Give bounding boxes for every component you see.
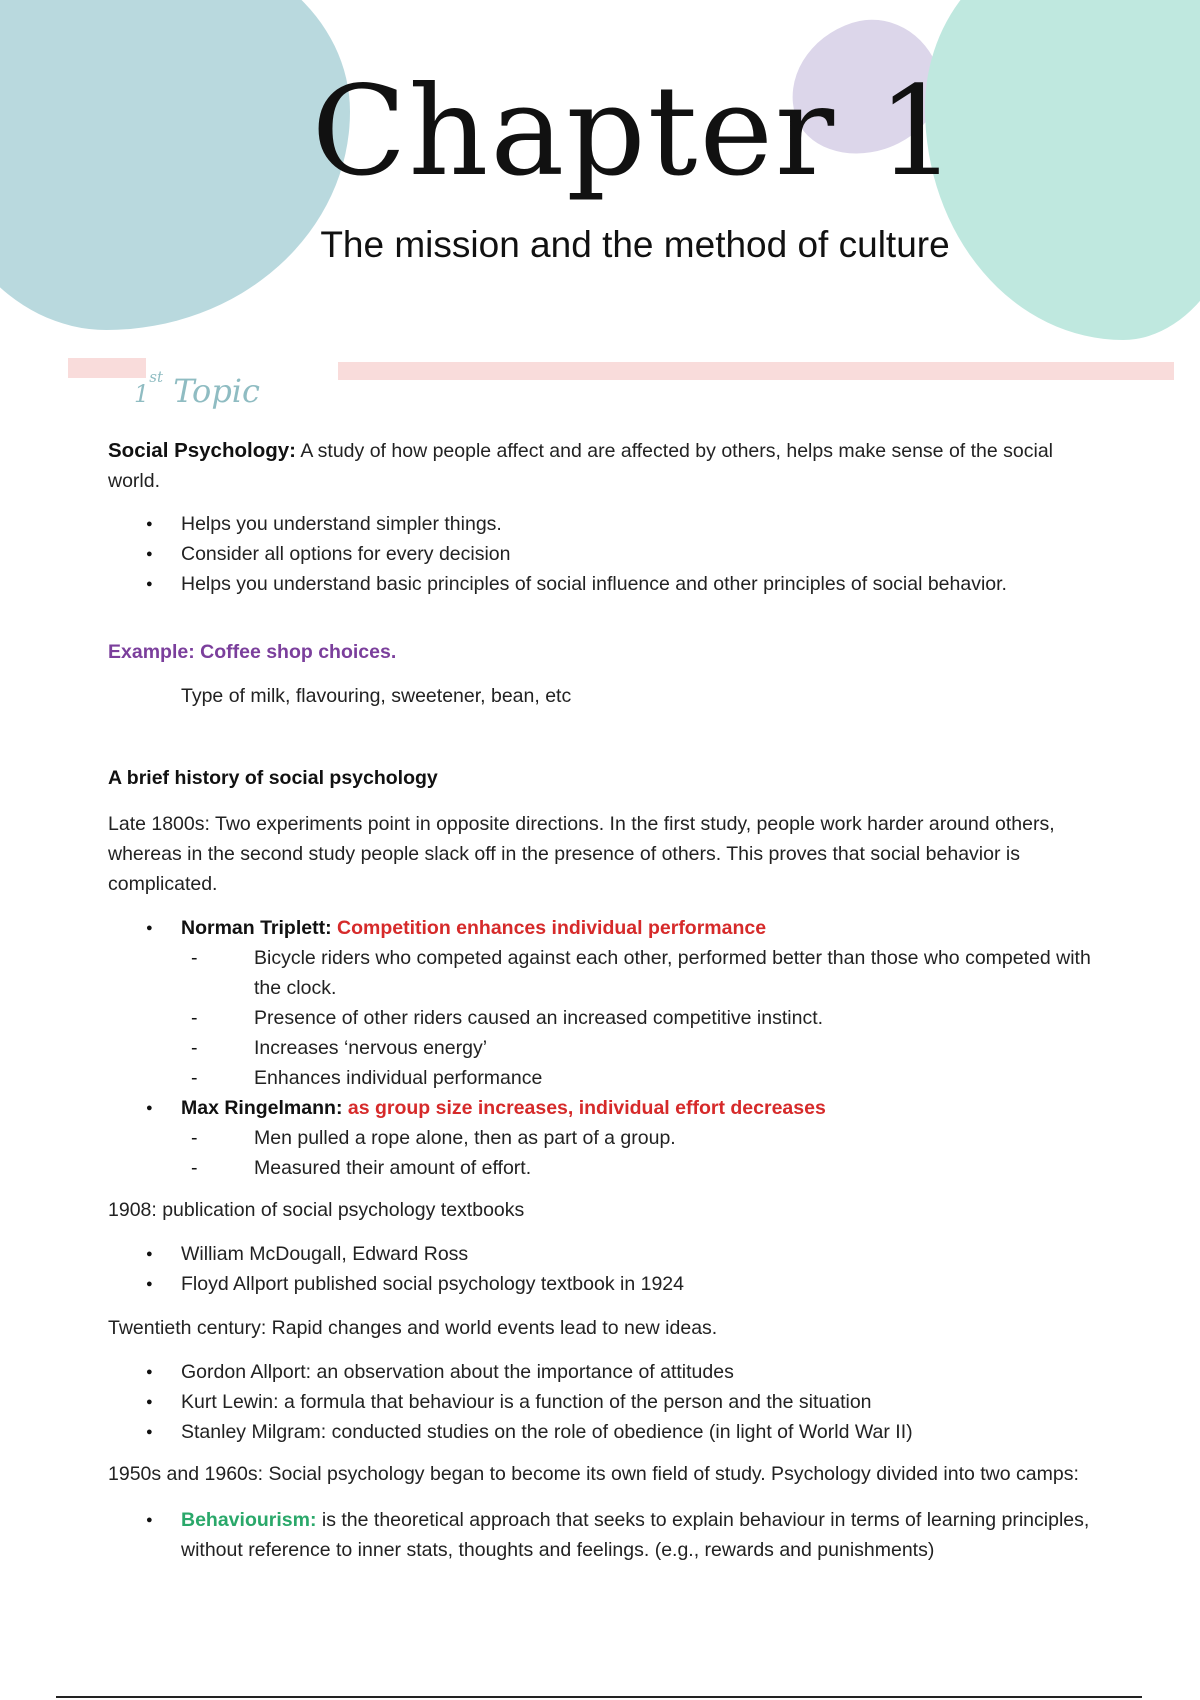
page-subtitle: The mission and the method of culture [320, 224, 950, 265]
list-item-triplett [108, 913, 1108, 1093]
intro-bullet-list [108, 509, 1108, 599]
list-item: ● Consider all options for every decision [108, 539, 1108, 569]
page-title: Chapter 1 [311, 60, 959, 204]
history-1908: 1908: publication of social psychology textbooks [108, 1199, 525, 1221]
list-item: ● Stanley Milgram: conducted studies on the role of obedience (in light of World War II) [108, 1417, 1108, 1447]
list-item: ● Kurt Lewin: a formula that behaviour is a function of the person and the situation [108, 1387, 1108, 1417]
researcher-finding: Competition enhances individual performance [337, 917, 767, 939]
ringelmann-points [181, 1123, 1108, 1183]
topic-ordinal-suffix: st [149, 368, 164, 386]
page-bottom-rule [56, 1696, 1142, 1698]
example-label: Example: Coffee shop choices. [108, 641, 397, 663]
behaviourism-text: is the theoretical approach that seeks to explain behaviour in terms of learning principles, without reference to inner stats, thoughts and feelings. (e.g., rewards and punishments) [181, 1509, 1090, 1561]
list-item: - Presence of other riders caused an increased competitive instinct. [181, 1003, 1108, 1033]
list-item: - Men pulled a rope alone, then as part of a group. [181, 1123, 1108, 1153]
history-twentieth-century: Twentieth century: Rapid changes and world events lead to new ideas. [108, 1317, 718, 1339]
list-item: ● Floyd Allport published social psychology textbook in 1924 [108, 1269, 1108, 1299]
history-1950s-1960s: 1950s and 1960s: Social psychology began to become its own field of study. Psychology divided into two camps: [108, 1463, 1079, 1485]
triplett-points [181, 943, 1108, 1093]
history-late-1800s: Late 1800s: Two experiments point in opposite directions. In the first study, people work harder around others, whereas in the second study people slack off in the presence of others. This proves that social behavior is complicated. [108, 813, 1055, 895]
textbook-list [108, 1239, 1108, 1299]
list-item: ● Helps you understand basic principles of social influence and other principles of social behavior. [108, 569, 1108, 599]
list-item: ● William McDougall, Edward Ross [108, 1239, 1108, 1269]
twentieth-century-list [108, 1357, 1108, 1447]
list-item-behaviourism [108, 1505, 1108, 1565]
researcher-list [108, 913, 1108, 1183]
list-item: - Increases ‘nervous energy’ [181, 1033, 1108, 1063]
example-text: Type of milk, flavouring, sweetener, bean, etc [181, 685, 572, 707]
list-item-ringelmann [108, 1093, 1108, 1183]
researcher-name: Norman Triplett: [181, 917, 332, 939]
section-heading: A brief history of social psychology [108, 767, 438, 789]
researcher-name: Max Ringelmann: [181, 1097, 343, 1119]
definition-term: Social Psychology: [108, 439, 296, 462]
list-item: ● Helps you understand simpler things. [108, 509, 1108, 539]
topic-heading [134, 368, 260, 410]
list-item: - Bicycle riders who competed against each other, performed better than those who competed with the clock. [181, 943, 1108, 1003]
document-body [108, 436, 1108, 1565]
list-item: - Measured their amount of effort. [181, 1153, 1108, 1183]
behaviourism-term: Behaviourism: [181, 1509, 317, 1531]
camps-list [108, 1505, 1108, 1565]
highlight-bar-right [338, 362, 1174, 380]
definition-paragraph [108, 436, 1108, 496]
definition-text: A study of how people affect and are affected by others, helps make sense of the social world. [108, 440, 1053, 492]
researcher-finding: as group size increases, individual effort decreases [347, 1097, 826, 1119]
topic-label: Topic [173, 372, 260, 410]
topic-number: 1 [134, 380, 150, 408]
list-item: - Enhances individual performance [181, 1063, 1108, 1093]
list-item: ● Gordon Allport: an observation about the importance of attitudes [108, 1357, 1108, 1387]
